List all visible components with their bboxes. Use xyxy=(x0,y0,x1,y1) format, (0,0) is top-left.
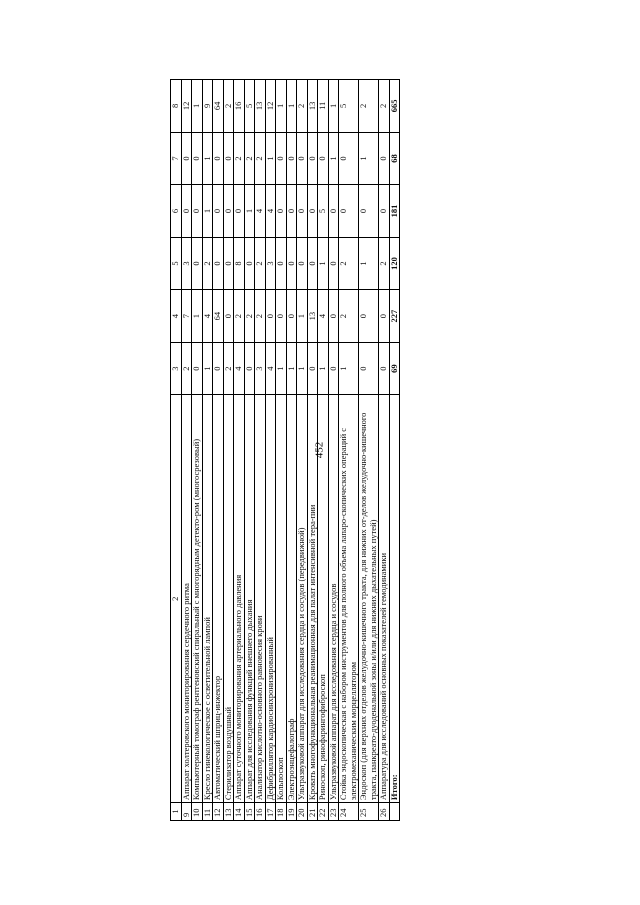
total-value: 68 xyxy=(389,132,400,185)
quantity-cell: 1 xyxy=(276,80,287,133)
quantity-cell: 2 xyxy=(255,237,266,290)
equipment-name: Кресло гинекологическое с осветительной лампой xyxy=(202,395,213,803)
quantity-cell: 0 xyxy=(307,342,318,395)
quantity-cell: 1 xyxy=(202,342,213,395)
equipment-name: Эндоскоп (для верхних отделов желудочно-кишечного тракта, для нижних от-делов желудочно-кишечного тракта, панкреато-дуоденальной зоны и/или для нижних дыхательных путей) xyxy=(359,395,379,803)
equipment-name: Кольпоскоп xyxy=(276,395,287,803)
equipment-name: Аппарат для исследования функций внешнего дыхания xyxy=(244,395,255,803)
equipment-name: Анализатор кислотно-основного равновесия крови xyxy=(255,395,266,803)
quantity-cell: 16 xyxy=(234,80,245,133)
header-cell: 2 xyxy=(171,395,182,803)
quantity-cell: 0 xyxy=(297,132,308,185)
quantity-cell: 1 xyxy=(286,80,297,133)
quantity-cell: 0 xyxy=(192,342,203,395)
quantity-cell: 2 xyxy=(297,80,308,133)
quantity-cell: 2 xyxy=(379,237,390,290)
quantity-cell: 1 xyxy=(318,237,329,290)
quantity-cell: 13 xyxy=(307,290,318,343)
table-row xyxy=(192,80,203,821)
row-number: 22 xyxy=(318,803,329,821)
quantity-cell: 12 xyxy=(265,80,276,133)
quantity-cell: 2 xyxy=(202,237,213,290)
quantity-cell: 0 xyxy=(339,185,359,238)
quantity-cell: 0 xyxy=(379,342,390,395)
quantity-cell: 0 xyxy=(379,185,390,238)
quantity-cell: 0 xyxy=(192,132,203,185)
quantity-cell: 0 xyxy=(213,185,224,238)
header-cell: 3 xyxy=(171,342,182,395)
table-row xyxy=(328,80,339,821)
quantity-cell: 1 xyxy=(297,290,308,343)
quantity-cell: 1 xyxy=(244,185,255,238)
total-value: 120 xyxy=(389,237,400,290)
quantity-cell: 0 xyxy=(328,342,339,395)
quantity-cell: 1 xyxy=(328,80,339,133)
quantity-cell: 0 xyxy=(276,185,287,238)
quantity-cell: 0 xyxy=(297,185,308,238)
quantity-cell: 0 xyxy=(286,185,297,238)
quantity-cell: 0 xyxy=(286,237,297,290)
quantity-cell: 0 xyxy=(223,290,234,343)
page-number: 452 xyxy=(313,441,326,459)
row-number: 15 xyxy=(244,803,255,821)
quantity-cell: 3 xyxy=(265,237,276,290)
quantity-cell: 2 xyxy=(223,80,234,133)
total-value: 665 xyxy=(389,80,400,133)
table-row xyxy=(379,80,390,821)
quantity-cell: 64 xyxy=(213,80,224,133)
quantity-cell: 0 xyxy=(276,290,287,343)
quantity-cell: 9 xyxy=(202,80,213,133)
row-number: 16 xyxy=(255,803,266,821)
quantity-cell: 3 xyxy=(181,237,192,290)
equipment-name: Риноскоп, ринофарингофиброскоп xyxy=(318,395,329,803)
table-row xyxy=(255,80,266,821)
equipment-name: Автоматический шприц-инжектор xyxy=(213,395,224,803)
quantity-cell: 2 xyxy=(234,132,245,185)
header-cell: 5 xyxy=(171,237,182,290)
quantity-cell: 1 xyxy=(359,132,379,185)
row-number: 13 xyxy=(223,803,234,821)
quantity-cell: 0 xyxy=(192,237,203,290)
quantity-cell: 4 xyxy=(255,185,266,238)
quantity-cell: 0 xyxy=(234,185,245,238)
table-container xyxy=(170,79,570,821)
quantity-cell: 1 xyxy=(339,342,359,395)
quantity-cell: 0 xyxy=(328,237,339,290)
equipment-name: Аппарат холтеровского мониторирования сердечного ритма xyxy=(181,395,192,803)
quantity-cell: 0 xyxy=(213,342,224,395)
quantity-cell: 0 xyxy=(307,185,318,238)
table-row xyxy=(359,80,379,821)
quantity-cell: 0 xyxy=(307,237,318,290)
quantity-cell: 2 xyxy=(339,290,359,343)
quantity-cell: 2 xyxy=(255,290,266,343)
quantity-cell: 0 xyxy=(192,185,203,238)
row-number: 14 xyxy=(234,803,245,821)
quantity-cell: 2 xyxy=(223,342,234,395)
equipment-name: Ультразвуковой аппарат для исследования сердца и сосудов xyxy=(328,395,339,803)
quantity-cell: 2 xyxy=(255,132,266,185)
total-value: 69 xyxy=(389,342,400,395)
row-number: 9 xyxy=(181,803,192,821)
quantity-cell: 0 xyxy=(276,132,287,185)
quantity-cell: 0 xyxy=(318,132,329,185)
table-row xyxy=(307,80,318,821)
quantity-cell: 0 xyxy=(244,342,255,395)
quantity-cell: 5 xyxy=(318,185,329,238)
row-number: 21 xyxy=(307,803,318,821)
row-number: 23 xyxy=(328,803,339,821)
total-row xyxy=(389,80,400,821)
total-value: 181 xyxy=(389,185,400,238)
quantity-cell: 1 xyxy=(192,290,203,343)
quantity-cell: 5 xyxy=(244,80,255,133)
quantity-cell: 7 xyxy=(181,290,192,343)
table-row xyxy=(202,80,213,821)
quantity-cell: 0 xyxy=(244,237,255,290)
quantity-cell: 4 xyxy=(265,185,276,238)
quantity-cell: 12 xyxy=(181,80,192,133)
table-row xyxy=(234,80,245,821)
quantity-cell: 1 xyxy=(276,342,287,395)
total-empty-cell xyxy=(389,803,400,821)
equipment-name: Компьютерный томограф рентгеновский спиральный с многорядным детекто-ром (многосрезовый) xyxy=(192,395,203,803)
row-number: 19 xyxy=(286,803,297,821)
quantity-cell: 2 xyxy=(234,290,245,343)
header-cell: 8 xyxy=(171,80,182,133)
quantity-cell: 4 xyxy=(234,342,245,395)
quantity-cell: 2 xyxy=(379,80,390,133)
quantity-cell: 13 xyxy=(255,80,266,133)
row-number: 10 xyxy=(192,803,203,821)
quantity-cell: 5 xyxy=(339,80,359,133)
table-row xyxy=(213,80,224,821)
row-number: 12 xyxy=(213,803,224,821)
table-row xyxy=(265,80,276,821)
quantity-cell: 0 xyxy=(223,185,234,238)
quantity-cell: 0 xyxy=(181,132,192,185)
quantity-cell: 4 xyxy=(202,290,213,343)
header-cell: 4 xyxy=(171,290,182,343)
row-number: 26 xyxy=(379,803,390,821)
equipment-name: Кровать многофункциональная реанимационная для палат интенсивной тера-пии xyxy=(307,395,318,803)
row-number: 25 xyxy=(359,803,379,821)
table-row xyxy=(286,80,297,821)
table-row xyxy=(339,80,359,821)
quantity-cell: 0 xyxy=(359,342,379,395)
table-row xyxy=(276,80,287,821)
row-number: 24 xyxy=(339,803,359,821)
quantity-cell: 1 xyxy=(318,342,329,395)
quantity-cell: 1 xyxy=(328,132,339,185)
quantity-cell: 1 xyxy=(265,132,276,185)
quantity-cell: 2 xyxy=(339,237,359,290)
quantity-cell: 0 xyxy=(359,185,379,238)
quantity-cell: 1 xyxy=(286,342,297,395)
equipment-name: Стерилизатор воздушный xyxy=(223,395,234,803)
equipment-name: Аппарат суточного мониторирования артериального давления xyxy=(234,395,245,803)
quantity-cell: 0 xyxy=(286,132,297,185)
quantity-cell: 64 xyxy=(213,290,224,343)
quantity-cell: 4 xyxy=(318,290,329,343)
row-number: 18 xyxy=(276,803,287,821)
quantity-cell: 0 xyxy=(359,290,379,343)
header-cell: 6 xyxy=(171,185,182,238)
quantity-cell: 11 xyxy=(318,80,329,133)
quantity-cell: 0 xyxy=(276,237,287,290)
quantity-cell: 0 xyxy=(379,290,390,343)
row-number: 11 xyxy=(202,803,213,821)
total-label: Итого: xyxy=(389,395,400,803)
quantity-cell: 4 xyxy=(265,342,276,395)
quantity-cell: 0 xyxy=(213,132,224,185)
quantity-cell: 0 xyxy=(379,132,390,185)
table-row xyxy=(223,80,234,821)
row-number: 17 xyxy=(265,803,276,821)
header-cell: 7 xyxy=(171,132,182,185)
header-cell: 1 xyxy=(171,803,182,821)
quantity-cell: 0 xyxy=(181,185,192,238)
table-row xyxy=(318,80,329,821)
equipment-name: Аппаратура для исследований основных показателей гемодинамики xyxy=(379,395,390,803)
equipment-name: Дефибриллятор кардиосинхронизированный xyxy=(265,395,276,803)
equipment-name: Стойка эндоскопическая с набором инструментов для полного объема лапаро-скопических операций с электромеханическим морцеллятором xyxy=(339,395,359,803)
quantity-cell: 0 xyxy=(265,290,276,343)
quantity-cell: 2 xyxy=(359,80,379,133)
table-header-row xyxy=(171,80,182,821)
quantity-cell: 1 xyxy=(202,185,213,238)
table-row xyxy=(297,80,308,821)
quantity-cell: 2 xyxy=(244,290,255,343)
total-value: 227 xyxy=(389,290,400,343)
quantity-cell: 0 xyxy=(223,237,234,290)
equipment-name: Ультразвуковой аппарат для исследования сердца и сосудов (передвижной) xyxy=(297,395,308,803)
quantity-cell: 3 xyxy=(255,342,266,395)
quantity-cell: 0 xyxy=(307,132,318,185)
quantity-cell: 1 xyxy=(297,342,308,395)
equipment-name: Электроэнцефалограф xyxy=(286,395,297,803)
quantity-cell: 1 xyxy=(202,132,213,185)
equipment-table xyxy=(170,79,400,821)
quantity-cell: 0 xyxy=(297,237,308,290)
quantity-cell: 8 xyxy=(234,237,245,290)
quantity-cell: 2 xyxy=(244,132,255,185)
quantity-cell: 0 xyxy=(213,237,224,290)
quantity-cell: 13 xyxy=(307,80,318,133)
quantity-cell: 0 xyxy=(328,290,339,343)
quantity-cell: 0 xyxy=(339,132,359,185)
quantity-cell: 2 xyxy=(181,342,192,395)
table-row xyxy=(181,80,192,821)
quantity-cell: 0 xyxy=(286,290,297,343)
quantity-cell: 0 xyxy=(223,132,234,185)
quantity-cell: 1 xyxy=(192,80,203,133)
quantity-cell: 0 xyxy=(328,185,339,238)
table-row xyxy=(244,80,255,821)
row-number: 20 xyxy=(297,803,308,821)
quantity-cell: 1 xyxy=(359,237,379,290)
